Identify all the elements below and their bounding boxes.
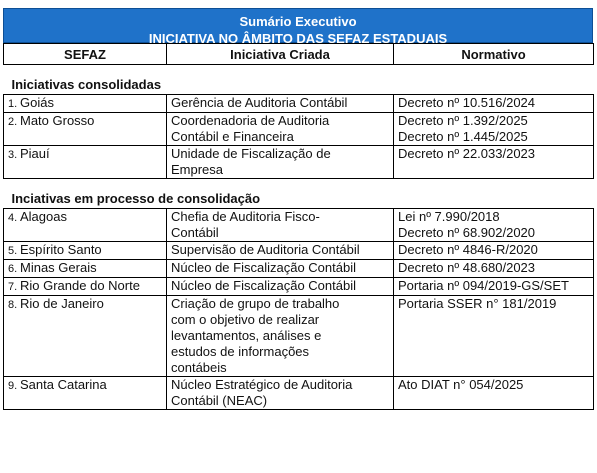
cell-sefaz [4,95,167,113]
row-number: 2. [8,116,18,128]
normativo-line: Portaria nº 094/2019-GS/SET [398,278,569,293]
normativo-line: Decreto nº 22.033/2023 [398,146,536,161]
normativo-line: Decreto nº 1.445/2025 [398,129,528,144]
iniciativa-line: contábeis [171,360,227,375]
iniciativa-line: com o objetivo de realizar [171,312,320,327]
cell-sefaz [4,260,167,278]
row-number: 5. [8,245,18,257]
cell-normativo [394,296,594,377]
normativo-line: Decreto nº 10.516/2024 [398,95,536,110]
normativo-line: Ato DIAT n° 054/2025 [398,377,524,392]
iniciativa-line: levantamentos, análises e [171,328,322,343]
cell-iniciativa [167,260,394,278]
sefaz-name: Alagoas [20,209,67,224]
iniciativa-line: Criação de grupo de trabalho [171,296,340,311]
cell-normativo [394,113,594,146]
iniciativa-line: Coordenadoria de Auditoria [171,113,330,128]
iniciativa-line: Unidade de Fiscalização de [171,146,331,161]
sefaz-name: Rio Grande do Norte [20,278,140,293]
header-subtitle: INICIATIVA NO ÂMBITO DAS SEFAZ ESTADUAIS [148,31,448,46]
cell-sefaz [4,278,167,296]
table-row [4,260,594,278]
cell-sefaz [4,113,167,146]
row-number: 9. [8,380,18,392]
row-number: 6. [8,263,18,275]
summary-document [3,8,593,410]
cell-normativo [394,146,594,179]
iniciativa-line: Chefia de Auditoria Fisco- [171,209,320,224]
iniciativa-line: Contábil [171,225,219,240]
cell-sefaz [4,146,167,179]
row-number: 4. [8,212,18,224]
cell-normativo [394,278,594,296]
column-header-sefaz: SEFAZ [4,44,167,65]
table-row [4,278,594,296]
normativo-line: Decreto nº 48.680/2023 [398,260,536,275]
cell-iniciativa [167,242,394,260]
table-row [4,146,594,179]
header-title: Sumário Executivo [239,14,357,29]
row-number: 7. [8,281,18,293]
cell-normativo [394,95,594,113]
cell-iniciativa [167,278,394,296]
cell-normativo [394,260,594,278]
iniciativa-line: Contábil (NEAC) [171,393,268,408]
iniciativa-line: Núcleo Estratégico de Auditoria [171,377,353,392]
iniciativa-line: Contábil e Financeira [171,129,294,144]
sefaz-name: Piauí [20,146,50,161]
iniciativa-line: Gerência de Auditoria Contábil [171,95,348,110]
normativo-line: Lei nº 7.990/2018 [398,209,500,224]
section-row [4,65,594,95]
table-row [4,209,594,242]
normativo-line: Decreto nº 4846-R/2020 [398,242,538,257]
sefaz-name: Santa Catarina [20,377,107,392]
iniciativa-line: estudos de informações [171,344,310,359]
section-title: Iniciativas consolidadas [4,65,594,95]
normativo-line: Portaria SSER n° 181/2019 [398,296,557,311]
row-number: 1. [8,98,18,110]
cell-sefaz [4,242,167,260]
cell-iniciativa [167,209,394,242]
table-body [4,65,594,410]
sefaz-name: Minas Gerais [20,260,97,275]
cell-normativo [394,209,594,242]
section-row [4,179,594,209]
cell-iniciativa [167,146,394,179]
iniciativa-line: Núcleo de Fiscalização Contábil [171,260,356,275]
iniciativa-line: Empresa [171,162,224,177]
sefaz-name: Mato Grosso [20,113,95,128]
table-row [4,95,594,113]
iniciativa-line: Supervisão de Auditoria Contábil [171,242,360,257]
cell-iniciativa [167,377,394,410]
header-banner [3,8,593,46]
sefaz-name: Espírito Santo [20,242,102,257]
sefaz-name: Goiás [20,95,54,110]
sefaz-name: Rio de Janeiro [20,296,104,311]
cell-normativo [394,242,594,260]
table-row [4,242,594,260]
column-header-normativo: Normativo [394,44,594,65]
cell-iniciativa [167,113,394,146]
row-number: 3. [8,149,18,161]
cell-iniciativa [167,296,394,377]
table-row [4,113,594,146]
cell-sefaz [4,377,167,410]
initiatives-table [3,43,594,410]
cell-sefaz [4,209,167,242]
iniciativa-line: Núcleo de Fiscalização Contábil [171,278,356,293]
row-number: 8. [8,299,18,311]
normativo-line: Decreto nº 1.392/2025 [398,113,528,128]
normativo-line: Decreto nº 68.902/2020 [398,225,536,240]
cell-sefaz [4,296,167,377]
table-row [4,377,594,410]
cell-iniciativa [167,95,394,113]
section-title: Inciativas em processo de consolidação [4,179,594,209]
column-header-iniciativa: Iniciativa Criada [167,44,394,65]
cell-normativo [394,377,594,410]
table-header-row [4,44,594,65]
table-row [4,296,594,377]
